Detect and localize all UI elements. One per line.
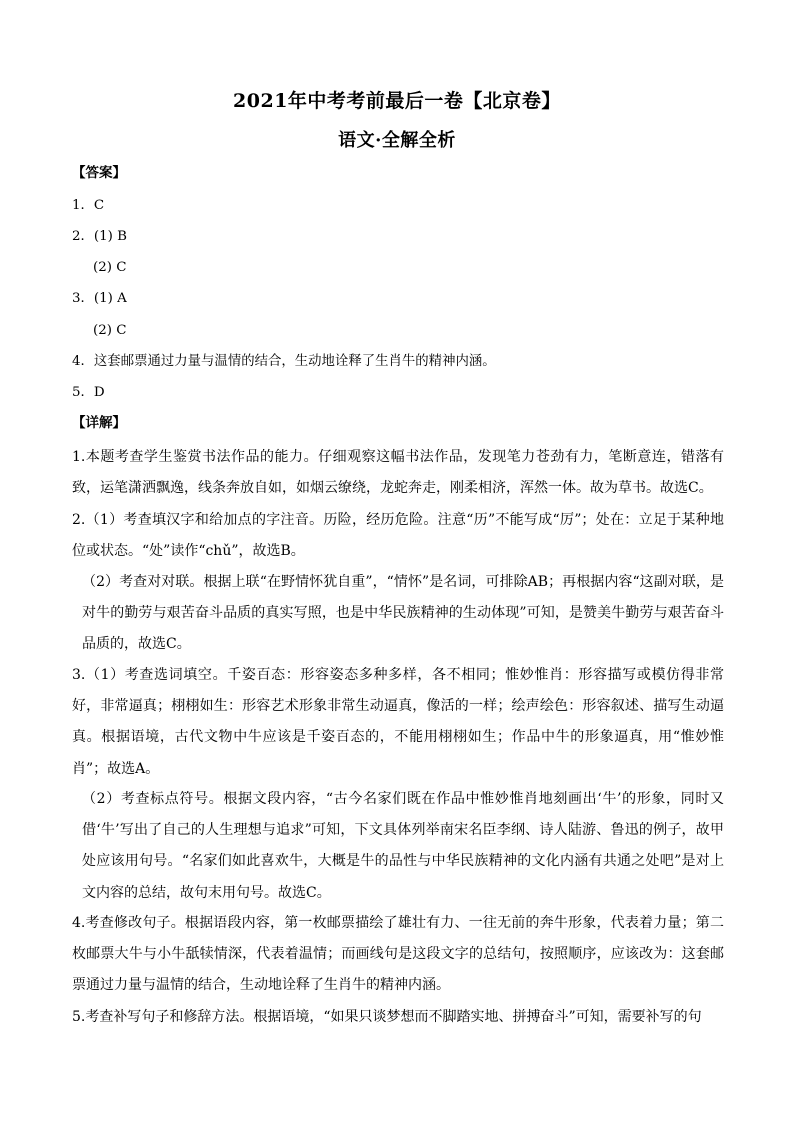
answer-item-1: 1．C bbox=[72, 198, 105, 213]
details-heading: 【详解】 bbox=[72, 415, 126, 431]
answer-item-2-1: 2．(1) B bbox=[72, 229, 127, 244]
detail-q2-1: 2.（1）考查填汉字和给加点的字注音。历险，经历危险。注意“历”不能写成“厉”；处在：立足于某种地位或状态。“处”读作“chǔ”，故选B。 bbox=[72, 512, 724, 560]
document-title: 2021年中考考前最后一卷【北京卷】 bbox=[233, 90, 561, 112]
detail-q2-2: （2）考查对对联。根据上联“在野情怀犹自重”，“情怀”是名词，可排除AB；再根据内容“这副对联，是对牛的勤劳与艰苦奋斗品质的真实写照，也是中华民族精神的生动体现”可知，是赞美牛勤劳与艰苦奋斗品质的，故选C。 bbox=[82, 574, 724, 653]
answer-item-5: 5．D bbox=[72, 385, 105, 400]
detail-q3-2: （2）考查标点符号。根据文段内容，“古今名家们既在作品中惟妙惟肖地刻画出‘牛’的形象，同时又借‘牛’写出了自己的人生理想与追求”可知，下文具体列举南宋名臣李纲、诗人陆游、鲁迅的例子，故甲处应该用句号。“名家们如此喜欢牛，大概是牛的品性与中华民族精神的文化内涵有共通之处吧”是对上文内容的总结，故句末用句号。故选C。 bbox=[82, 791, 724, 901]
document-subtitle: 语文·全解全析 bbox=[338, 130, 456, 151]
detail-q5: 5.考查补写句子和修辞方法。根据语境，“如果只谈梦想而不脚踏实地、拼搏奋斗”可知，需要补写的句 bbox=[72, 1009, 702, 1025]
answer-item-2-2: (2) C bbox=[93, 260, 127, 275]
answer-item-4: 4．这套邮票通过力量与温情的结合，生动地诠释了生肖牛的精神内涵。 bbox=[72, 354, 496, 369]
answer-item-3-2: (2) C bbox=[93, 323, 127, 338]
detail-q4: 4.考查修改句子。根据语段内容，第一枚邮票描绘了雄壮有力、一往无前的奔牛形象，代表着力量；第二枚邮票大牛与小牛舐犊情深，代表着温情；而画线句是这段文字的总结句，按照顺序，应该改为：这套邮票通过力量与温情的结合，生动地诠释了生肖牛的精神内涵。 bbox=[72, 915, 724, 994]
answers-heading: 【答案】 bbox=[72, 165, 126, 181]
answer-item-3-1: 3．(1) A bbox=[72, 291, 127, 306]
detail-q3-1: 3.（1）考查选词填空。千姿百态：形容姿态多种多样，各不相同；惟妙惟肖：形容描写或模仿得非常好，非常逼真；栩栩如生：形容艺术形象非常生动逼真，像活的一样；绘声绘色：形容叙述、描写生动逼真。根据语境，古代文物中牛应该是千姿百态的，不能用栩栩如生；作品中牛的形象逼真，用“惟妙惟肖”；故选A。 bbox=[72, 667, 724, 777]
detail-q1: 1.本题考查学生鉴赏书法作品的能力。仔细观察这幅书法作品，发现笔力苍劲有力，笔断意连，错落有致，运笔潇洒飘逸，线条奔放自如，如烟云缭绕，龙蛇奔走，刚柔相济，浑然一体。故为草书。故选C。 bbox=[72, 449, 724, 497]
